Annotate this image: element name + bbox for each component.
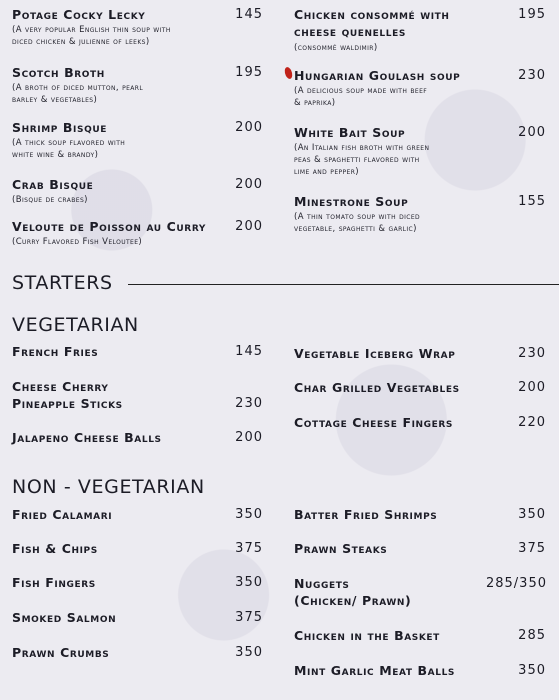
menu-item-price: 350 [518,507,546,522]
soup-price: 200 [235,219,263,234]
menu-item-name: (Chicken/ Prawn) [294,593,412,608]
soup-desc: (A broth of diced mutton, pearl [12,83,144,93]
soup-desc: (An Italian fish broth with green [294,143,430,153]
soup-name: Potage Cocky Lecky [12,7,146,22]
section-heading-vegetarian: VEGETARIAN [12,314,139,336]
menu-item-price: 145 [235,344,263,359]
menu-item-name: Nuggets [294,576,350,591]
menu-item-name: Char Grilled Vegetables [294,380,460,395]
soup-name: Hungarian Goulash soup [294,68,461,83]
section-heading-starters: STARTERS [12,272,113,294]
soup-desc: peas & spaghetti flavored with [294,155,420,165]
menu-item-price: 285/350 [485,576,547,591]
soup-desc: (A delicious soup made with beef [294,86,428,96]
menu-item-name: French Fries [12,344,99,359]
menu-item-price: 350 [235,507,263,522]
soup-desc: vegetable, spaghetti & garlic) [294,224,417,234]
soup-desc: (Curry Flavored Fish Veloutee) [12,237,143,247]
menu-item-name: Fried Calamari [12,507,113,522]
soup-desc: diced chicken & julienne of leeks) [12,37,150,47]
soup-name: cheese quenelles [294,24,406,39]
section-heading-non-vegetarian: NON - VEGETARIAN [12,476,205,498]
menu-item-price: 220 [518,415,546,430]
soup-name: Minestrone Soup [294,194,409,209]
soup-price: 200 [235,177,263,192]
soup-desc: (A thick soup flavored with [12,138,126,148]
soup-desc: (Bisque de crabes) [12,195,88,205]
menu-item-name: Batter Fried Shrimps [294,507,438,522]
soup-price: 195 [235,65,263,80]
menu-item-price: 375 [518,541,546,556]
soup-desc: & paprika) [294,98,336,108]
soup-name: Chicken consommé with [294,7,450,22]
soup-desc: (consommé waldimir) [294,43,378,53]
soup-name: White Bait Soup [294,125,406,140]
menu-item-name: Fish Fingers [12,575,96,590]
menu-item-price: 350 [518,663,546,678]
soup-desc: (A thin tomato soup with diced [294,212,421,222]
menu-item-name: Cottage Cheese Fingers [294,415,454,430]
menu-item-price: 285 [518,628,546,643]
section-divider [128,284,559,285]
menu-item-name: Chicken in the Basket [294,628,440,643]
soup-desc: lime and pepper) [294,167,360,177]
soup-desc: white wine & brandy) [12,150,99,160]
soup-price: 230 [518,68,546,83]
menu-item-price: 375 [235,610,263,625]
menu-item-name: Jalapeno Cheese Balls [12,430,162,445]
soup-desc: (A very popular English thin soup with [12,25,171,35]
soup-price: 145 [235,7,263,22]
soup-price: 200 [518,125,546,140]
soup-name: Crab Bisque [12,177,94,192]
menu-item-name: Fish & Chips [12,541,98,556]
menu-item-price: 230 [235,396,263,411]
menu-item-name: Vegetable Iceberg Wrap [294,346,456,361]
menu-item-price: 350 [235,575,263,590]
soup-name: Veloute de Poisson au Curry [12,219,206,234]
menu-item-name: Smoked Salmon [12,610,117,625]
soup-desc: barley & vegetables) [12,95,98,105]
soup-name: Scotch Broth [12,65,105,80]
menu-item-name: Prawn Crumbs [12,645,110,660]
soup-name: Shrimp Bisque [12,120,107,135]
menu-item-name: Mint Garlic Meat Balls [294,663,455,678]
menu-item-price: 200 [518,380,546,395]
soup-price: 195 [518,7,546,22]
menu-item-price: 375 [235,541,263,556]
menu-item-name: Pineapple Sticks [12,396,123,411]
menu-item-price: 230 [518,346,546,361]
menu-item-price: 350 [235,645,263,660]
soup-price: 155 [518,194,546,209]
chili-icon [283,66,294,80]
menu-item-price: 200 [235,430,263,445]
menu-item-name: Prawn Steaks [294,541,388,556]
soup-price: 200 [235,120,263,135]
menu-item-name: Cheese Cherry [12,379,109,394]
